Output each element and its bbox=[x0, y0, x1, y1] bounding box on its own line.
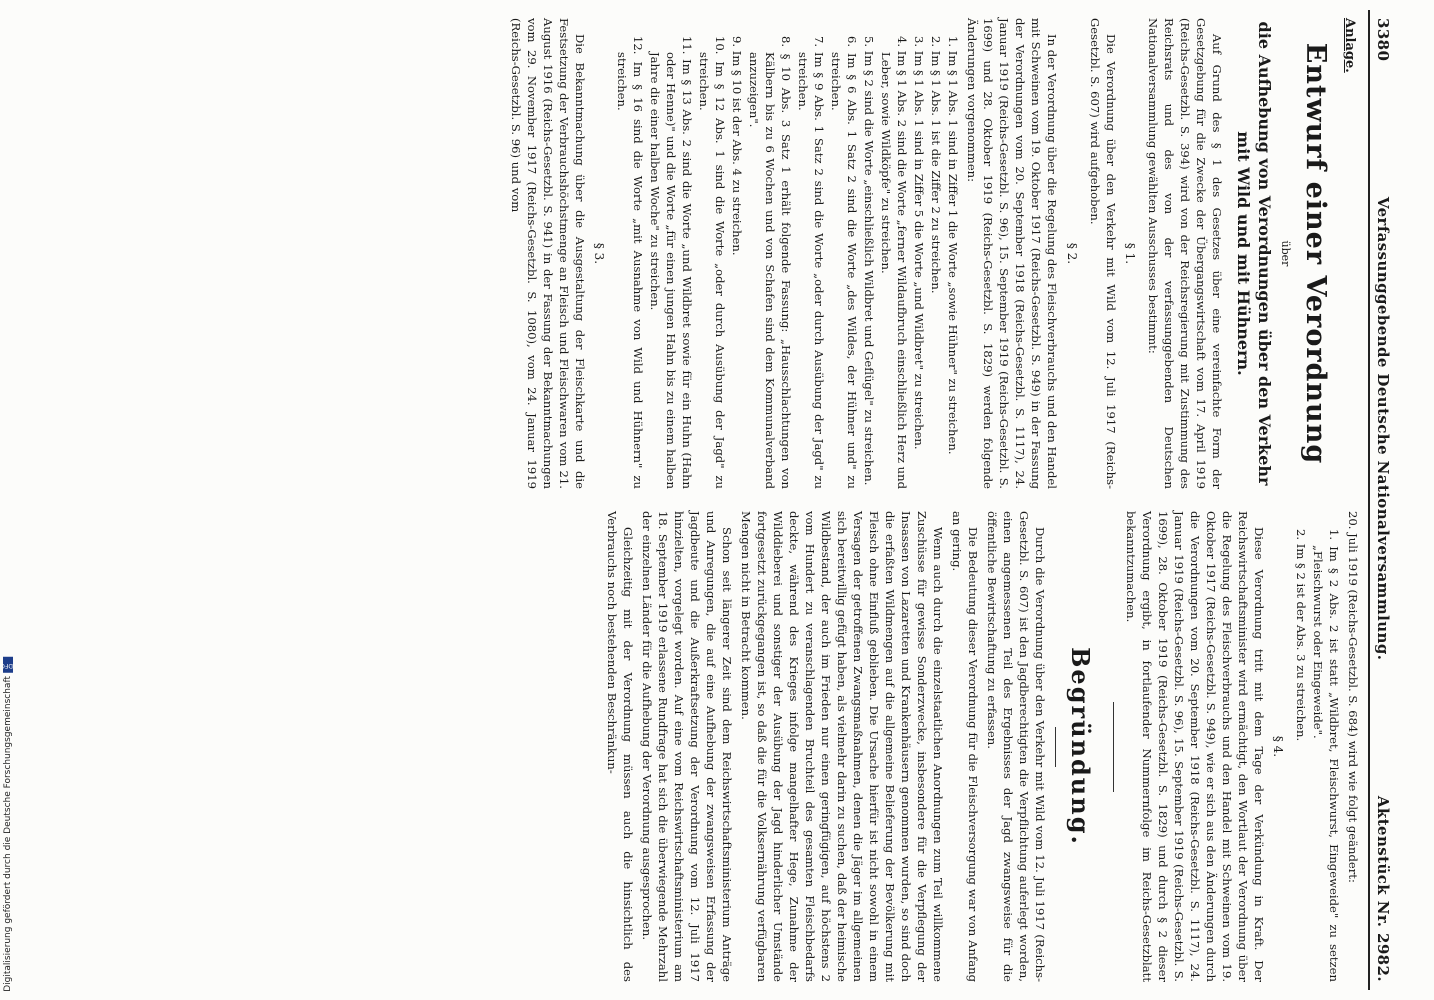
left-column bbox=[180, 18, 1360, 489]
section-4-heading: § 4. bbox=[1271, 735, 1286, 758]
section-3-text: Die Bekanntmachung über die Ausgestaltung der Fleischkarte und die Festsetzung der Verbrauchshöchstmenge an Fleisch und Fleischwaren vom 21. August 1916 (Reichs-Gesetzbl. S. 941) in der Fassung der Bekanntmachungen vom 29. November 1917 (Reichs-Gesetzbl. S. 1080), vom 24. Januar 1919 (Reichs-Gesetzbl. S. 96) und vom bbox=[509, 18, 587, 489]
begruendung-heading: Begründung. bbox=[1065, 647, 1095, 846]
draft-title: Entwurf einer Verordnung bbox=[1300, 42, 1332, 465]
header-title: Verfassunggebende Deutsche Nationalversammlung. bbox=[1374, 196, 1392, 661]
begruendung-paragraph: Durch die Verordnung über den Verkehr mit Wild vom 12. Juli 1917 (Reichs-Gesetzbl. S. 607) ist den Jagdberechtigten die Verpflichtung auferlegt worden, einen angemessenen Teil des Ergebnisses der Jagd zwangsweise für die öffentliche Bewirtschaftung zu erfassen. bbox=[984, 511, 1047, 982]
section-1-text: Die Verordnung über den Verkehr mit Wild vom 12. Juli 1917 (Reichs-Gesetzbl. S. 607) wird aufgehoben. bbox=[1087, 18, 1118, 489]
list-item: 5. Im § 2 sind die Worte „einschließlich Wildbret und Geflügel" zu streichen. bbox=[862, 36, 877, 486]
list-item: 12. Im § 16 sind die Worte „mit Ausnahme von Wild und Hühnern" zu streichen. bbox=[615, 36, 646, 489]
begruendung-paragraph: Gleichzeitig mit der Verordnung müssen auch die hinsichtlich des Verbrauchs noch bestehenden Beschränkun- bbox=[604, 511, 635, 982]
list-item: 1. Im § 2 Abs. 2 ist statt „Wildbret, Fleischwurst, Eingeweide" zu setzen „Fleischwurst oder Eingeweide". bbox=[1311, 529, 1342, 982]
credit-text: Digitalisierung gefördert durch die Deutsche Forschungsgemeinschaft bbox=[3, 676, 13, 992]
page-number: 3380 bbox=[1374, 18, 1392, 62]
list-item: 6. Im § 6 Abs. 1 Satz 2 sind die Worte „des Wildes, der Hühner und" zu streichen. bbox=[829, 36, 860, 489]
section-2-heading: § 2. bbox=[1064, 242, 1079, 265]
digitization-credit bbox=[0, 657, 13, 992]
divider bbox=[1113, 702, 1114, 792]
section-2-intro: In der Verordnung über die Regelung des Fleischverbrauchs und den Handel mit Schweinen vom 19. Oktober 1917 (Reichs-Gesetzbl. S. 949) in der Fassung der Verordnungen vom 20. September 1918 (Reichs-Gesetzbl. S. 1117), 24. Januar 1919 (Reichs-Gesetzbl. S. 96), 15. September 1919 (Reichs-Gesetzbl. S. 1699) und 28. Oktober 1919 (Reichs-Gesetzbl. S. 1829) werden folgende Änderungen vorgenommen: bbox=[965, 18, 1060, 489]
title-ueber: über bbox=[1278, 240, 1292, 267]
list-item: 7. Im § 9 Abs. 1 Satz 2 sind die Worte „oder durch Ausübung der Jagd" zu streichen. bbox=[796, 36, 827, 489]
list-item: 11. Im § 13 Abs. 2 sind die Worte „und Wildbret sowie für ein Huhn (Hahn oder Henne)" und die Worte „für einen jungen Hahn bis zu einem halben Jahre die einer halben Woche" zu streichen. bbox=[648, 36, 695, 489]
list-item: 2. Im § 1 Abs. 1 ist die Ziffer 2 zu streichen. bbox=[929, 36, 944, 294]
dfg-logo-icon: DFG bbox=[3, 657, 13, 673]
list-item: 3. Im § 1 Abs. 1 sind in Ziffer 5 die Worte „und Wildbret" zu streichen. bbox=[912, 36, 927, 450]
divider bbox=[1055, 727, 1056, 767]
rotated-page bbox=[42, 10, 1392, 990]
list-item: 10. Im § 12 Abs. 1 sind die Worte „oder durch Ausübung der Jagd" zu streichen. bbox=[697, 36, 728, 489]
list-item: 1. Im § 1 Abs. 1 sind in Ziffer 1 die Worte „sowie Hühner" zu streichen. bbox=[946, 36, 961, 455]
list-item: 8. § 10 Abs. 3 Satz 1 erhält folgende Fassung: „Hausschlachtungen von Kälbern bis zu 6 Wochen und von Schafen sind dem Kommunalverband anzuzeigen". bbox=[747, 36, 794, 489]
begruendung-paragraph: Schon seit längerer Zeit sind dem Reichswirtschaftsministerium Anträge und Anregungen, die auf eine Aufhebung der zwangsweisen Erfassung der Jagdbeute und die Außerkraftsetzung der Verordnung vom 12. Juli 1917 hinzielten, vorgelegt worden. Auf eine vom Reichswirtschaftsministerium am 18. September 1919 erlassene Rundfrage hat sich die überwiegende Mehrzahl der einzelnen Länder für die Aufhebung der Verordnung ausgesprochen. bbox=[639, 511, 734, 982]
section-3-heading: § 3. bbox=[592, 242, 607, 265]
right-column bbox=[180, 511, 1360, 982]
list-item: 9. Im § 10 ist der Abs. 4 zu streichen. bbox=[730, 36, 745, 256]
section-2-list bbox=[613, 18, 960, 489]
list-item: 2. Im § 2 ist der Abs. 3 zu streichen. bbox=[1294, 529, 1309, 742]
page-header bbox=[1368, 10, 1392, 990]
list-item: 4. Im § 1 Abs. 2 sind die Worte „ferner Wildaufbruch einschließlich Herz und Leber, sowie Wildköpfe" zu streichen. bbox=[879, 36, 910, 489]
begruendung-paragraph: Die Bedeutung dieser Verordnung für die Fleischversorgung war von Anfang an gering. bbox=[949, 511, 980, 982]
section-3-list bbox=[1292, 511, 1341, 982]
section-1-heading: § 1. bbox=[1123, 242, 1138, 265]
document-number: Aktenstück Nr. 2982. bbox=[1374, 795, 1392, 982]
section-4-text: Diese Verordnung tritt mit dem Tage der Verkündung in Kraft. Der Reichswirtschaftsminister wird ermächtigt, den Wortlaut der Verordnung über die Regelung des Fleischverbrauchs und den Handel mit Schweinen vom 19. Oktober 1917 (Reichs-Gesetzbl. S. 949), wie er sich aus den Änderungen durch die Verordnungen vom 20. September 1918 (Reichs-Gesetzbl. S. 1117), 24. Januar 1919 (Reichs-Gesetzbl. S. 96), 15. September 1919 (Reichs-Gesetzbl. S. 1699), 28. Oktober 1919 (Reichs-Gesetzbl. S. 1829) und durch § 2 dieser Verordnung ergibt, in fortlaufender Nummernfolge im Reichs-Gesetzblatt bekanntzumachen. bbox=[1123, 511, 1266, 982]
intro-paragraph: Auf Grund des § 1 des Gesetzes über eine vereinfachte Form der Gesetzgebung für die Zwecke der Übergangswirtschaft vom 17. April 1919 (Reichs-Gesetzbl. S. 394) wird von der Reichsregierung mit Zustimmung des Reichsrats und des von der verfassunggebenden Deutschen Nationalversammlung gewählten Ausschusses bestimmt: bbox=[1146, 18, 1225, 489]
continuation-text: 20. Juli 1919 (Reichs-Gesetzbl. S. 684) wird wie folgt geändert: bbox=[1346, 511, 1360, 883]
begruendung-paragraph: Wenn auch durch die einzelstaatlichen Anordnungen zum Teil willkommene Zuschüsse für gewisse Sonderzwecke, insbesondere für die Verpflegung der Insassen von Lazaretten und Krankenhäusern genommen wurden, so sind doch die erfaßten Wildmengen auf die allgemeine Belieferung der Bevölkerung mit Fleisch ohne Einfluß geblieben. Die Ursache hierfür ist nicht sowohl in einem Versagen der getroffenen Zwangsmaßnahmen, denen die Jäger im allgemeinen sich bereitwillig gefügt haben, als vielmehr darin zu suchen, daß der heimische Wildbestand, der auch im Frieden nur einen geringfügigen, auf höchstens 2 vom Hundert zu veranschlagenden Bruchteil des gesamten Fleischbedarfs deckte, während des Krieges infolge mangelhafter Hege, Zunahme der Wilddieberei und sonstiger der Ausübung der Jagd hinderlicher Umstände fortgesetzt zurückgegangen ist, so daß die für die Volksernährung verfügbaren Mengen nicht in Betracht kommen. bbox=[738, 511, 945, 982]
anlage-label: Anlage. bbox=[1342, 18, 1357, 73]
draft-subtitle: die Aufhebung von Verordnungen über den Verkehr mit Wild und mit Hühnern. bbox=[1233, 21, 1274, 486]
